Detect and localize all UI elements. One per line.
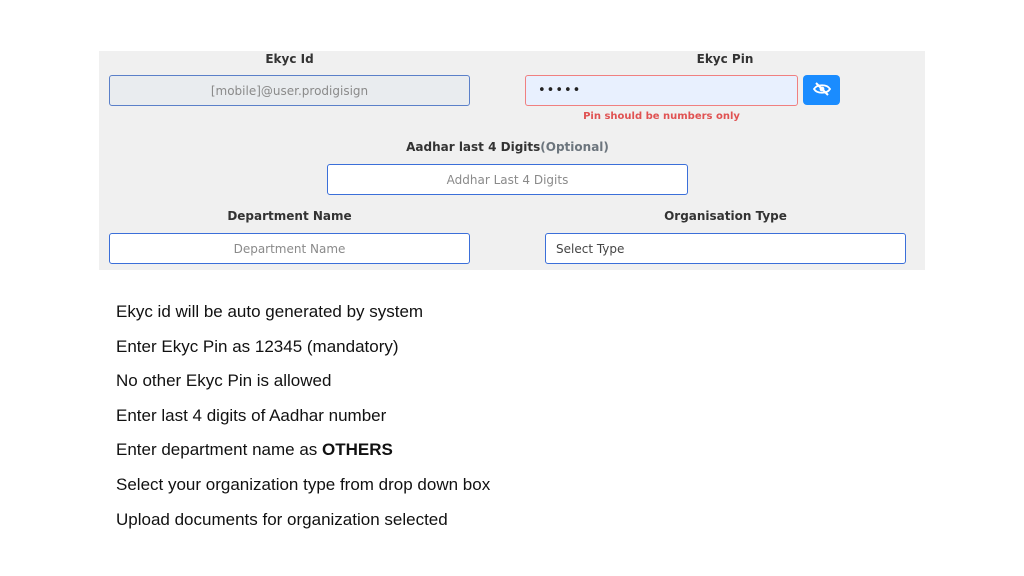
ekyc-pin-error-message: Pin should be numbers only (583, 111, 740, 122)
instruction-text: Enter department name as (116, 440, 323, 460)
organisation-type-label: Organisation Type (664, 209, 787, 223)
instruction-item: Enter Ekyc Pin as 12345 (mandatory) (116, 336, 399, 356)
ekyc-id-label: Ekyc Id (265, 52, 314, 66)
ekyc-pin-field[interactable]: ••••• (525, 75, 798, 106)
toggle-pin-visibility-button[interactable] (803, 75, 840, 105)
instruction-item: No other Ekyc Pin is allowed (116, 371, 332, 391)
aadhar-label (327, 140, 688, 154)
eye-slash-icon (813, 81, 831, 100)
optional-tag: (Optional) (540, 140, 609, 154)
instruction-item (116, 434, 490, 469)
aadhar-input[interactable]: Addhar Last 4 Digits (327, 164, 688, 195)
instruction-item: Enter last 4 digits of Aadhar number (116, 405, 387, 425)
aadhar-label-text: Aadhar last 4 Digits (406, 140, 541, 154)
organisation-type-select[interactable]: Select Type (545, 233, 906, 264)
instruction-emphasis: OTHERS (322, 440, 393, 460)
department-name-label: Department Name (227, 209, 352, 223)
instruction-item: Upload documents for organization selected (116, 509, 448, 529)
ekyc-id-field[interactable]: [mobile]@user.prodigisign (109, 75, 470, 106)
instruction-item: Ekyc id will be auto generated by system (116, 302, 424, 321)
instructions-list (116, 296, 490, 538)
department-name-input[interactable]: Department Name (109, 233, 470, 264)
instruction-item: Select your organization type from drop down box (116, 474, 491, 494)
ekyc-pin-label: Ekyc Pin (696, 52, 754, 66)
